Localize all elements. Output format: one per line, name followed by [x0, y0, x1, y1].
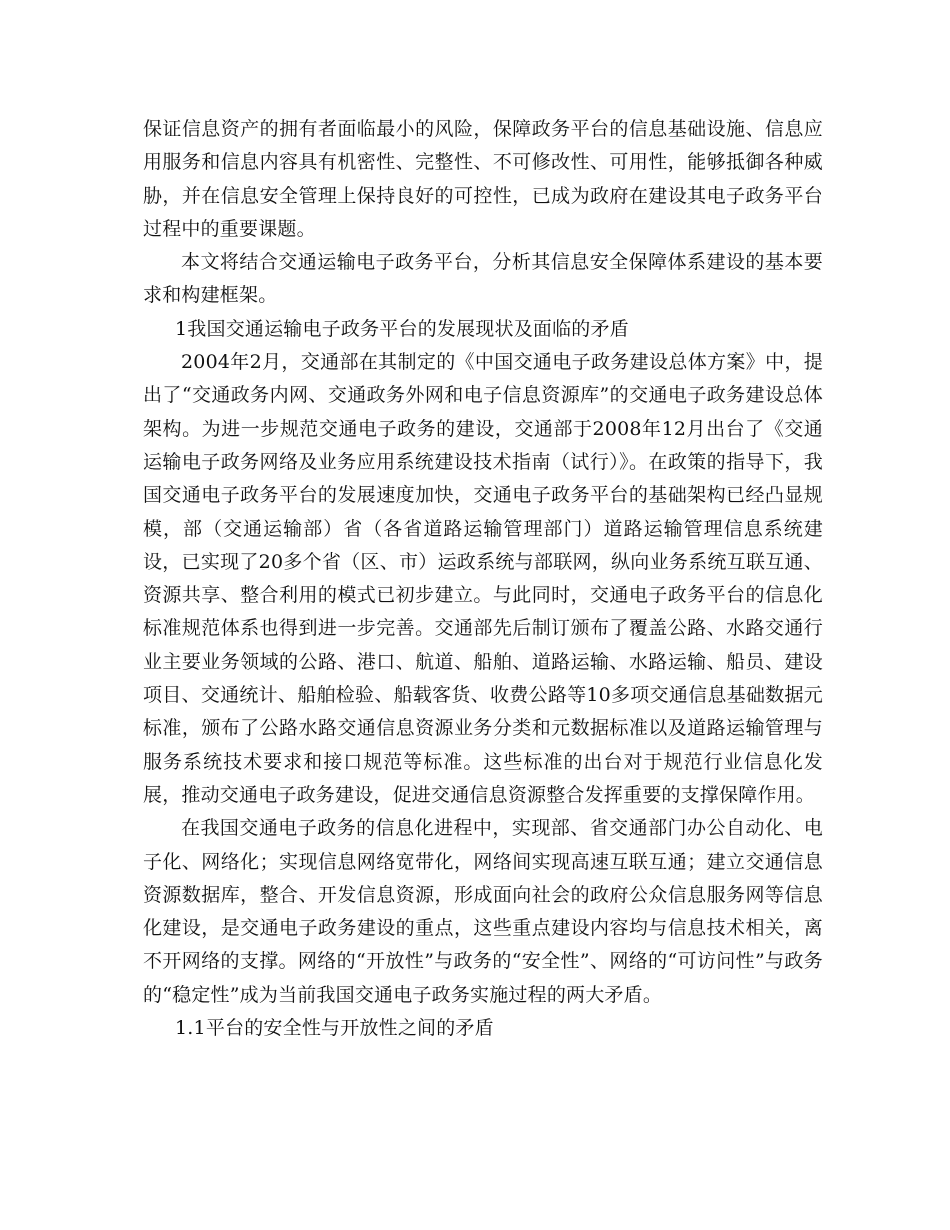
paragraph-article-purpose: 本文将结合交通运输电子政务平台，分析其信息安全保障体系建设的基本要求和构建框架。: [143, 251, 823, 307]
paragraph-development-status: 2004年2月，交通部在其制定的《中国交通电子政务建设总体方案》中，提出了“交通政务内网、交通政务外网和电子信息资源库”的交通电子政务建设总体架构。为进一步规范交通电子政务的建设，交通部于2008年12月出台了《交通运输电子政务网络及业务应用系统建设技术指南（试行）》。在政策的指导下，我国交通电子政务平台的发展速度加快，交通电子政务平台的基础架构已经凸显规模，部（交通运输部）省（各省道路运输管理部门）道路运输管理信息系统建设，已实现了20多个省（区、市）运政系统与部联网，纵向业务系统互联互通、资源共享、整合利用的模式已初步建立。与此同时，交通电子政务平台的信息化标准规范体系也得到进一步完善。交通部先后制订颁布了覆盖公路、水路交通行业主要业务领域的公路、港口、航道、船舶、道路运输、水路运输、船员、建设项目、交通统计、船舶检验、船载客货、收费公路等10多项交通信息基础数据元标准，颁布了公路水路交通信息资源业务分类和元数据标准以及道路运输管理与服务系统技术要求和接口规范等标准。这些标准的出台对于规范行业信息化发展，推动交通电子政务建设，促进交通信息资源整合发挥重要的支撑保障作用。: [143, 351, 823, 806]
paragraph-main-contradictions: 在我国交通电子政务的信息化进程中，实现部、省交通部门办公自动化、电子化、网络化；实现信息网络宽带化，网络间实现高速互联互通；建立交通信息资源数据库，整合、开发信息资源，形成面向社会的政府公众信息服务网等信息化建设，是交通电子政务建设的重点，这些重点建设内容均与信息技术相关，离不开网络的支撑。网络的“开放性”与政务的“安全性”、网络的“可访问性”与政务的“稳定性”成为当前我国交通电子政务实施过程的两大矛盾。: [143, 817, 823, 1006]
document-body: [143, 113, 823, 1045]
section-heading-1: 1我国交通运输电子政务平台的发展现状及面临的矛盾: [175, 317, 629, 340]
paragraph-intro-continued: 保证信息资产的拥有者面临最小的风险，保障政务平台的信息基础设施、信息应用服务和信息内容具有机密性、完整性、不可修改性、可用性，能够抵御各种威胁，并在信息安全管理上保持良好的可控性，已成为政府在建设其电子政务平台过程中的重要课题。: [143, 118, 823, 240]
section-heading-1-1: 1.1平台的安全性与开放性之间的矛盾: [175, 1017, 494, 1040]
